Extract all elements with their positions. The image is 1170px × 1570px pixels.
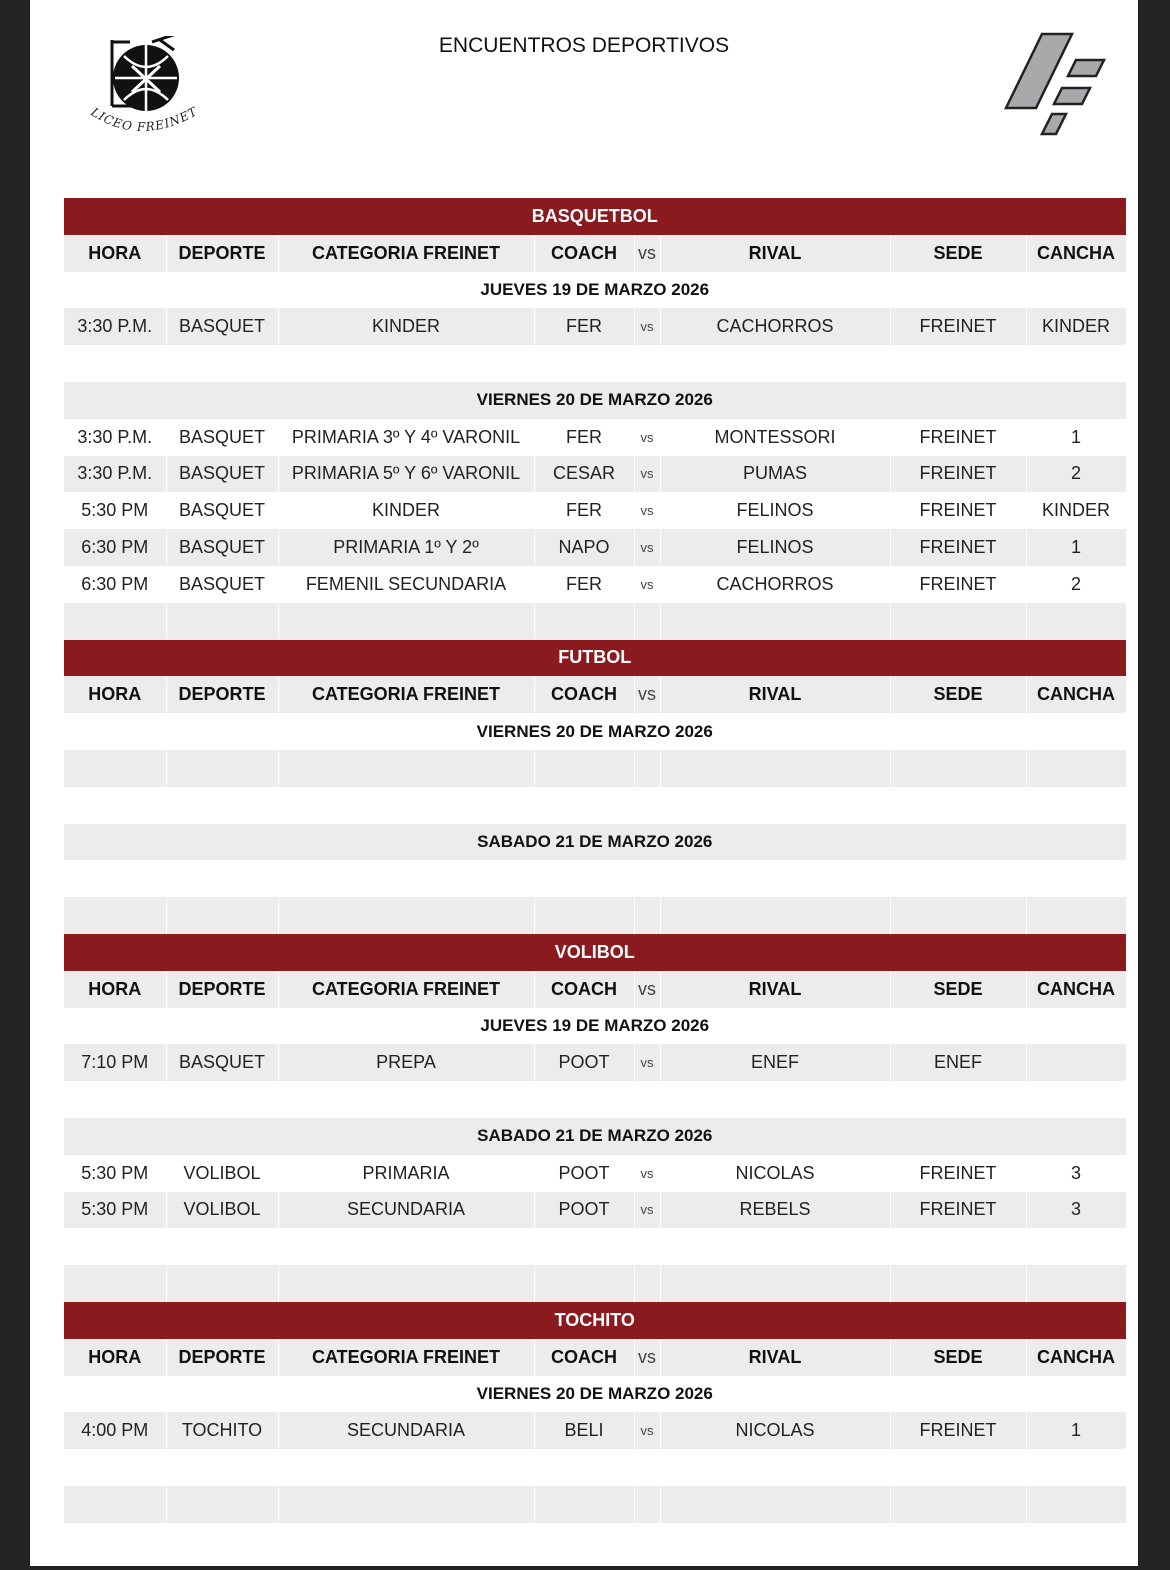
col-header-deporte: DEPORTE (166, 971, 278, 1008)
section-header-row (64, 640, 1126, 677)
empty-row (64, 603, 1126, 640)
match-row (64, 529, 1126, 566)
cell-cancha: 3 (1026, 1192, 1126, 1229)
col-header-categoria: CATEGORIA FREINET (278, 676, 534, 713)
empty-cell (660, 897, 890, 934)
cell-sede: FREINET (890, 1412, 1026, 1449)
empty-cell (890, 1265, 1026, 1302)
cell-categoria: SECUNDARIA (278, 1412, 534, 1449)
empty-cell (634, 1228, 660, 1265)
cell-rival: ENEF (660, 1044, 890, 1081)
cell-cancha: 1 (1026, 1412, 1126, 1449)
empty-cell (534, 750, 634, 787)
cell-vs: vs (634, 1192, 660, 1229)
empty-row (64, 860, 1126, 897)
empty-cell (64, 1228, 166, 1265)
empty-cell (634, 897, 660, 934)
empty-cell (1026, 897, 1126, 934)
empty-cell (890, 603, 1026, 640)
empty-cell (1026, 1449, 1126, 1486)
section-header-row (64, 198, 1126, 235)
cell-deporte: VOLIBOL (166, 1192, 278, 1229)
cell-coach: POOT (534, 1044, 634, 1081)
cell-vs: vs (634, 308, 660, 345)
empty-cell (534, 603, 634, 640)
cell-sede: FREINET (890, 1192, 1026, 1229)
match-row (64, 1192, 1126, 1229)
empty-cell (278, 345, 534, 382)
col-header-categoria: CATEGORIA FREINET (278, 971, 534, 1008)
empty-cell (278, 1449, 534, 1486)
empty-cell (534, 897, 634, 934)
cell-sede: FREINET (890, 419, 1026, 456)
cell-sede: FREINET (890, 456, 1026, 493)
date-label: JUEVES 19 DE MARZO 2026 (64, 272, 1126, 309)
empty-cell (890, 1081, 1026, 1118)
date-label: SABADO 21 DE MARZO 2026 (64, 824, 1126, 861)
cell-cancha: KINDER (1026, 308, 1126, 345)
empty-cell (166, 1265, 278, 1302)
empty-cell (64, 1449, 166, 1486)
schedule-table (64, 198, 1126, 1523)
col-header-coach: COACH (534, 676, 634, 713)
cell-coach: POOT (534, 1155, 634, 1192)
empty-cell (660, 1449, 890, 1486)
empty-row (64, 787, 1126, 824)
empty-cell (634, 1486, 660, 1523)
col-header-deporte: DEPORTE (166, 235, 278, 272)
empty-cell (634, 1081, 660, 1118)
empty-cell (1026, 1486, 1126, 1523)
empty-cell (278, 1081, 534, 1118)
col-header-categoria: CATEGORIA FREINET (278, 1339, 534, 1376)
cell-rival: REBELS (660, 1192, 890, 1229)
match-row (64, 492, 1126, 529)
empty-cell (634, 860, 660, 897)
col-header-hora: HORA (64, 971, 166, 1008)
cell-categoria: PRIMARIA 1º Y 2º (278, 529, 534, 566)
match-row (64, 456, 1126, 493)
empty-cell (166, 603, 278, 640)
col-header-cancha: CANCHA (1026, 1339, 1126, 1376)
cell-coach: BELI (534, 1412, 634, 1449)
empty-cell (1026, 1228, 1126, 1265)
cell-vs: vs (634, 566, 660, 603)
cell-rival: FELINOS (660, 492, 890, 529)
cell-sede: FREINET (890, 566, 1026, 603)
column-header-row (64, 676, 1126, 713)
date-label: JUEVES 19 DE MARZO 2026 (64, 1008, 1126, 1045)
cell-deporte: BASQUET (166, 456, 278, 493)
empty-cell (1026, 345, 1126, 382)
empty-cell (634, 1449, 660, 1486)
match-row (64, 1044, 1126, 1081)
cell-deporte: BASQUET (166, 419, 278, 456)
schedule-grid (64, 198, 1127, 1523)
empty-cell (660, 1486, 890, 1523)
empty-cell (890, 1486, 1026, 1523)
col-header-vs: vs (634, 971, 660, 1008)
cell-categoria: KINDER (278, 492, 534, 529)
col-header-rival: RIVAL (660, 971, 890, 1008)
cell-categoria: SECUNDARIA (278, 1192, 534, 1229)
empty-row (64, 1228, 1126, 1265)
cell-hora: 5:30 PM (64, 1192, 166, 1229)
empty-cell (534, 345, 634, 382)
cell-hora: 3:30 P.M. (64, 456, 166, 493)
cell-coach: FER (534, 492, 634, 529)
empty-cell (64, 1265, 166, 1302)
col-header-coach: COACH (534, 971, 634, 1008)
empty-cell (634, 750, 660, 787)
empty-cell (1026, 1081, 1126, 1118)
empty-row (64, 750, 1126, 787)
empty-cell (660, 860, 890, 897)
empty-cell (660, 1081, 890, 1118)
date-label: VIERNES 20 DE MARZO 2026 (64, 713, 1126, 750)
cell-rival: NICOLAS (660, 1155, 890, 1192)
lf-brand-logo (1000, 30, 1110, 140)
empty-row (64, 1486, 1126, 1523)
cell-deporte: VOLIBOL (166, 1155, 278, 1192)
empty-cell (64, 345, 166, 382)
empty-cell (64, 860, 166, 897)
empty-cell (278, 897, 534, 934)
cell-rival: NICOLAS (660, 1412, 890, 1449)
empty-cell (1026, 750, 1126, 787)
cell-coach: CESAR (534, 456, 634, 493)
empty-cell (634, 1265, 660, 1302)
empty-cell (1026, 1265, 1126, 1302)
col-header-cancha: CANCHA (1026, 676, 1126, 713)
empty-row (64, 1081, 1126, 1118)
empty-cell (166, 1486, 278, 1523)
empty-cell (166, 897, 278, 934)
date-row (64, 272, 1126, 309)
cell-hora: 5:30 PM (64, 1155, 166, 1192)
empty-cell (534, 1081, 634, 1118)
col-header-rival: RIVAL (660, 235, 890, 272)
empty-cell (634, 345, 660, 382)
cell-cancha: 3 (1026, 1155, 1126, 1192)
empty-cell (1026, 860, 1126, 897)
section-title: BASQUETBOL (64, 198, 1126, 235)
cell-sede: FREINET (890, 1155, 1026, 1192)
cell-vs: vs (634, 456, 660, 493)
section-title: TOCHITO (64, 1302, 1126, 1339)
empty-cell (890, 750, 1026, 787)
empty-cell (64, 750, 166, 787)
empty-cell (534, 1265, 634, 1302)
page-title: ENCUENTROS DEPORTIVOS (438, 34, 730, 57)
date-row (64, 1376, 1126, 1413)
empty-cell (534, 860, 634, 897)
col-header-hora: HORA (64, 676, 166, 713)
empty-cell (278, 603, 534, 640)
section-header-row (64, 934, 1126, 971)
col-header-coach: COACH (534, 1339, 634, 1376)
empty-cell (634, 787, 660, 824)
col-header-hora: HORA (64, 1339, 166, 1376)
empty-row (64, 345, 1126, 382)
col-header-cancha: CANCHA (1026, 235, 1126, 272)
empty-cell (166, 1449, 278, 1486)
empty-row (64, 1449, 1126, 1486)
date-label: SABADO 21 DE MARZO 2026 (64, 1118, 1126, 1155)
cell-categoria: PRIMARIA 3º Y 4º VARONIL (278, 419, 534, 456)
empty-cell (278, 1486, 534, 1523)
match-row (64, 1155, 1126, 1192)
cell-vs: vs (634, 492, 660, 529)
empty-cell (166, 860, 278, 897)
empty-cell (534, 1486, 634, 1523)
cell-deporte: TOCHITO (166, 1412, 278, 1449)
col-header-sede: SEDE (890, 971, 1026, 1008)
date-row (64, 382, 1126, 419)
empty-cell (890, 787, 1026, 824)
match-row (64, 566, 1126, 603)
empty-cell (660, 345, 890, 382)
cell-hora: 3:30 P.M. (64, 308, 166, 345)
empty-row (64, 897, 1126, 934)
date-label: VIERNES 20 DE MARZO 2026 (64, 1376, 1126, 1413)
cell-coach: FER (534, 308, 634, 345)
empty-cell (634, 603, 660, 640)
cell-coach: POOT (534, 1192, 634, 1229)
section-header-row (64, 1302, 1126, 1339)
cell-cancha (1026, 1044, 1126, 1081)
empty-cell (660, 787, 890, 824)
cell-sede: FREINET (890, 529, 1026, 566)
schedule-page (30, 0, 1138, 1566)
date-label: VIERNES 20 DE MARZO 2026 (64, 382, 1126, 419)
empty-cell (1026, 787, 1126, 824)
section-title: VOLIBOL (64, 934, 1126, 971)
cell-cancha: KINDER (1026, 492, 1126, 529)
column-header-row (64, 1339, 1126, 1376)
date-row (64, 1118, 1126, 1155)
cell-vs: vs (634, 1044, 660, 1081)
empty-cell (660, 603, 890, 640)
cell-vs: vs (634, 419, 660, 456)
col-header-sede: SEDE (890, 1339, 1026, 1376)
cell-sede: FREINET (890, 308, 1026, 345)
logo-arc-text: LICEO FREINET (88, 104, 200, 135)
cell-hora: 7:10 PM (64, 1044, 166, 1081)
empty-cell (64, 897, 166, 934)
match-row (64, 419, 1126, 456)
cell-rival: PUMAS (660, 456, 890, 493)
empty-row (64, 1265, 1126, 1302)
empty-cell (890, 897, 1026, 934)
empty-cell (278, 750, 534, 787)
empty-cell (660, 750, 890, 787)
col-header-deporte: DEPORTE (166, 1339, 278, 1376)
column-header-row (64, 971, 1126, 1008)
cell-rival: FELINOS (660, 529, 890, 566)
empty-cell (166, 1081, 278, 1118)
empty-cell (64, 787, 166, 824)
empty-cell (64, 603, 166, 640)
cell-deporte: BASQUET (166, 566, 278, 603)
cell-deporte: BASQUET (166, 308, 278, 345)
cell-cancha: 1 (1026, 529, 1126, 566)
column-header-row (64, 235, 1126, 272)
cell-categoria: PREPA (278, 1044, 534, 1081)
empty-cell (660, 1265, 890, 1302)
col-header-vs: vs (634, 235, 660, 272)
empty-cell (278, 1265, 534, 1302)
empty-cell (278, 787, 534, 824)
cell-categoria: PRIMARIA (278, 1155, 534, 1192)
cell-deporte: BASQUET (166, 1044, 278, 1081)
cell-categoria: KINDER (278, 308, 534, 345)
empty-cell (890, 345, 1026, 382)
cell-cancha: 2 (1026, 566, 1126, 603)
cell-rival: MONTESSORI (660, 419, 890, 456)
cell-vs: vs (634, 1412, 660, 1449)
cell-vs: vs (634, 529, 660, 566)
empty-cell (166, 1228, 278, 1265)
match-row (64, 308, 1126, 345)
cell-vs: vs (634, 1155, 660, 1192)
date-row (64, 713, 1126, 750)
empty-cell (166, 345, 278, 382)
date-row (64, 1008, 1126, 1045)
empty-cell (166, 750, 278, 787)
empty-cell (534, 1449, 634, 1486)
cell-categoria: PRIMARIA 5º Y 6º VARONIL (278, 456, 534, 493)
cell-sede: FREINET (890, 492, 1026, 529)
match-row (64, 1412, 1126, 1449)
col-header-deporte: DEPORTE (166, 676, 278, 713)
cell-hora: 6:30 PM (64, 529, 166, 566)
cell-deporte: BASQUET (166, 492, 278, 529)
cell-sede: ENEF (890, 1044, 1026, 1081)
cell-hora: 6:30 PM (64, 566, 166, 603)
cell-rival: CACHORROS (660, 566, 890, 603)
col-header-coach: COACH (534, 235, 634, 272)
empty-cell (166, 787, 278, 824)
cell-coach: FER (534, 419, 634, 456)
cell-deporte: BASQUET (166, 529, 278, 566)
cell-hora: 3:30 P.M. (64, 419, 166, 456)
col-header-hora: HORA (64, 235, 166, 272)
empty-cell (660, 1228, 890, 1265)
section-title: FUTBOL (64, 640, 1126, 677)
cell-rival: CACHORROS (660, 308, 890, 345)
cell-hora: 4:00 PM (64, 1412, 166, 1449)
col-header-categoria: CATEGORIA FREINET (278, 235, 534, 272)
empty-cell (278, 860, 534, 897)
empty-cell (534, 1228, 634, 1265)
empty-cell (64, 1486, 166, 1523)
empty-cell (1026, 603, 1126, 640)
empty-cell (890, 1228, 1026, 1265)
cell-coach: NAPO (534, 529, 634, 566)
empty-cell (278, 1228, 534, 1265)
col-header-rival: RIVAL (660, 676, 890, 713)
empty-cell (64, 1081, 166, 1118)
cell-coach: FER (534, 566, 634, 603)
empty-cell (890, 1449, 1026, 1486)
cell-categoria: FEMENIL SECUNDARIA (278, 566, 534, 603)
empty-cell (534, 787, 634, 824)
cell-hora: 5:30 PM (64, 492, 166, 529)
date-row (64, 824, 1126, 861)
col-header-vs: vs (634, 676, 660, 713)
col-header-vs: vs (634, 1339, 660, 1376)
cell-cancha: 1 (1026, 419, 1126, 456)
col-header-cancha: CANCHA (1026, 971, 1126, 1008)
col-header-sede: SEDE (890, 235, 1026, 272)
empty-cell (890, 860, 1026, 897)
cell-cancha: 2 (1026, 456, 1126, 493)
col-header-rival: RIVAL (660, 1339, 890, 1376)
col-header-sede: SEDE (890, 676, 1026, 713)
